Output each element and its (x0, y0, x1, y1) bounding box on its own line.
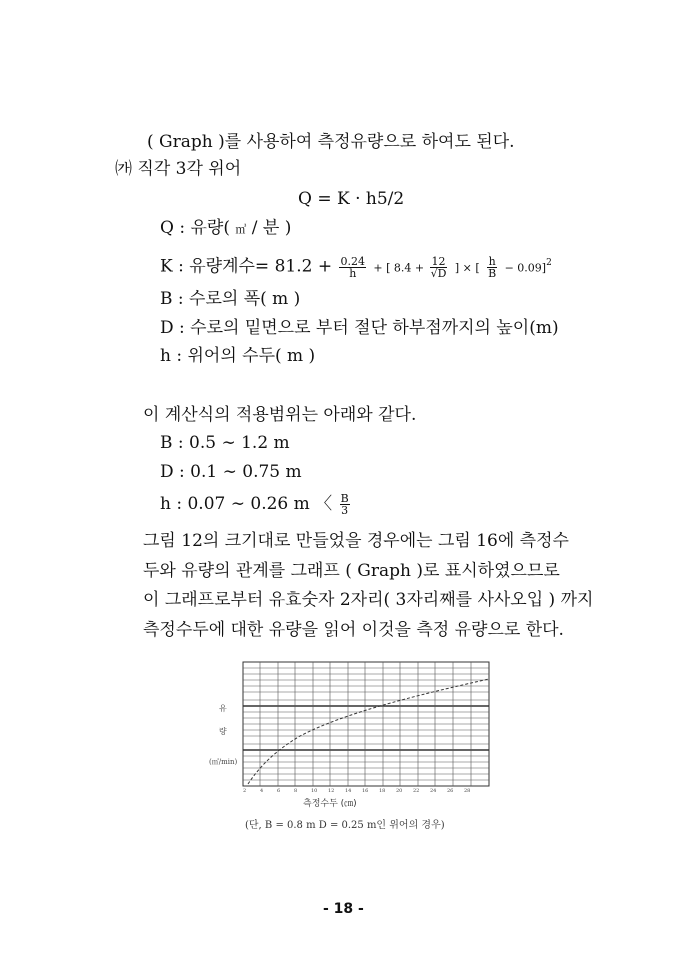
k-fraction-1 (339, 256, 366, 279)
page-number: - 18 - (323, 901, 364, 917)
section-title: 직각 3각 위어 (137, 159, 242, 179)
k-f2-den: √D (430, 266, 447, 280)
paragraph-line-3: 이 그래프로부터 유효숫자 2자리( 3자리째를 사사오입 ) 까지 (143, 590, 594, 610)
h-definition: h : 위어의 수두( m ) (160, 346, 316, 366)
b-definition: B : 수로의 폭( m ) (160, 289, 301, 309)
paragraph-line-4: 측정수두에 대한 유량을 읽어 이것을 측정 유량으로 한다. (143, 620, 564, 640)
k-f2-num: 12 (431, 254, 446, 268)
flow-rating-graph (209, 656, 505, 796)
xtick: 20 (396, 788, 403, 794)
k-f3-den: B (488, 266, 497, 280)
xtick: 18 (379, 788, 386, 794)
xtick: 26 (447, 788, 454, 794)
d-range: D : 0.1 ∼ 0.75 m (160, 462, 302, 482)
k-definition (160, 252, 552, 280)
k-f3-num: h (488, 254, 496, 268)
main-formula: Q = K · h5/2 (298, 189, 405, 209)
q-definition (160, 217, 291, 241)
q-def-text: Q : 유량( (160, 218, 236, 238)
line-graph-usage: ( Graph )를 사용하여 측정유량으로 하여도 된다. (147, 132, 515, 152)
k-exponent: 2 (546, 258, 552, 268)
ylabel-1: 유 (219, 704, 227, 713)
q-unit: ㎥ (235, 223, 247, 236)
h-range-text: h : 0.07 ∼ 0.26 m 〈 (160, 494, 338, 514)
xtick: 10 (311, 788, 318, 794)
k-mid2: ] × [ (454, 261, 480, 275)
x-ticks (243, 788, 470, 794)
range-intro: 이 계산식의 적용범위는 아래와 같다. (143, 405, 417, 425)
k-f1-num: 0.24 (340, 254, 365, 268)
graph-grid (243, 662, 489, 786)
k-fraction-2 (430, 256, 448, 279)
k-fraction-3 (487, 256, 497, 279)
y-unit: (㎥/min) (209, 758, 238, 766)
q-def-end: / 분 ) (246, 218, 292, 238)
xtick: 2 (243, 788, 247, 794)
paragraph-line-1: 그림 12의 크기대로 만들었을 경우에는 그림 16에 측정수 (143, 531, 569, 551)
k-f1-den: h (349, 266, 357, 280)
h-range (160, 493, 352, 516)
xtick: 6 (277, 788, 281, 794)
section-mark: ㈎ (115, 159, 132, 179)
graph-xlabel: 측정수두 (㎝) (303, 799, 357, 809)
xtick: 24 (430, 788, 437, 794)
h-f-den: 3 (341, 504, 349, 517)
ylabel-2: 량 (219, 727, 227, 736)
section-heading (115, 158, 241, 180)
h-range-fraction (340, 493, 350, 516)
xtick: 4 (260, 788, 264, 794)
xtick: 8 (294, 788, 298, 794)
xtick: 12 (328, 788, 335, 794)
k-mid1: + [ 8.4 + (373, 261, 428, 275)
k-label: K : 유량계수= 81.2 + (160, 256, 338, 277)
xtick: 14 (345, 788, 352, 794)
b-range: B : 0.5 ∼ 1.2 m (160, 433, 290, 453)
figure-caption: (단, B = 0.8 m D = 0.25 m인 위어의 경우) (245, 820, 445, 831)
xtick: 22 (413, 788, 420, 794)
k-end: − 0.09] (504, 261, 547, 275)
xtick: 16 (362, 788, 369, 794)
h-f-num: B (340, 492, 349, 505)
xtick: 28 (464, 788, 471, 794)
paragraph-line-2: 두와 유량의 관계를 그래프 ( Graph )로 표시하였으므로 (143, 561, 560, 581)
d-definition: D : 수로의 밑면으로 부터 절단 하부점까지의 높이(m) (160, 318, 559, 338)
